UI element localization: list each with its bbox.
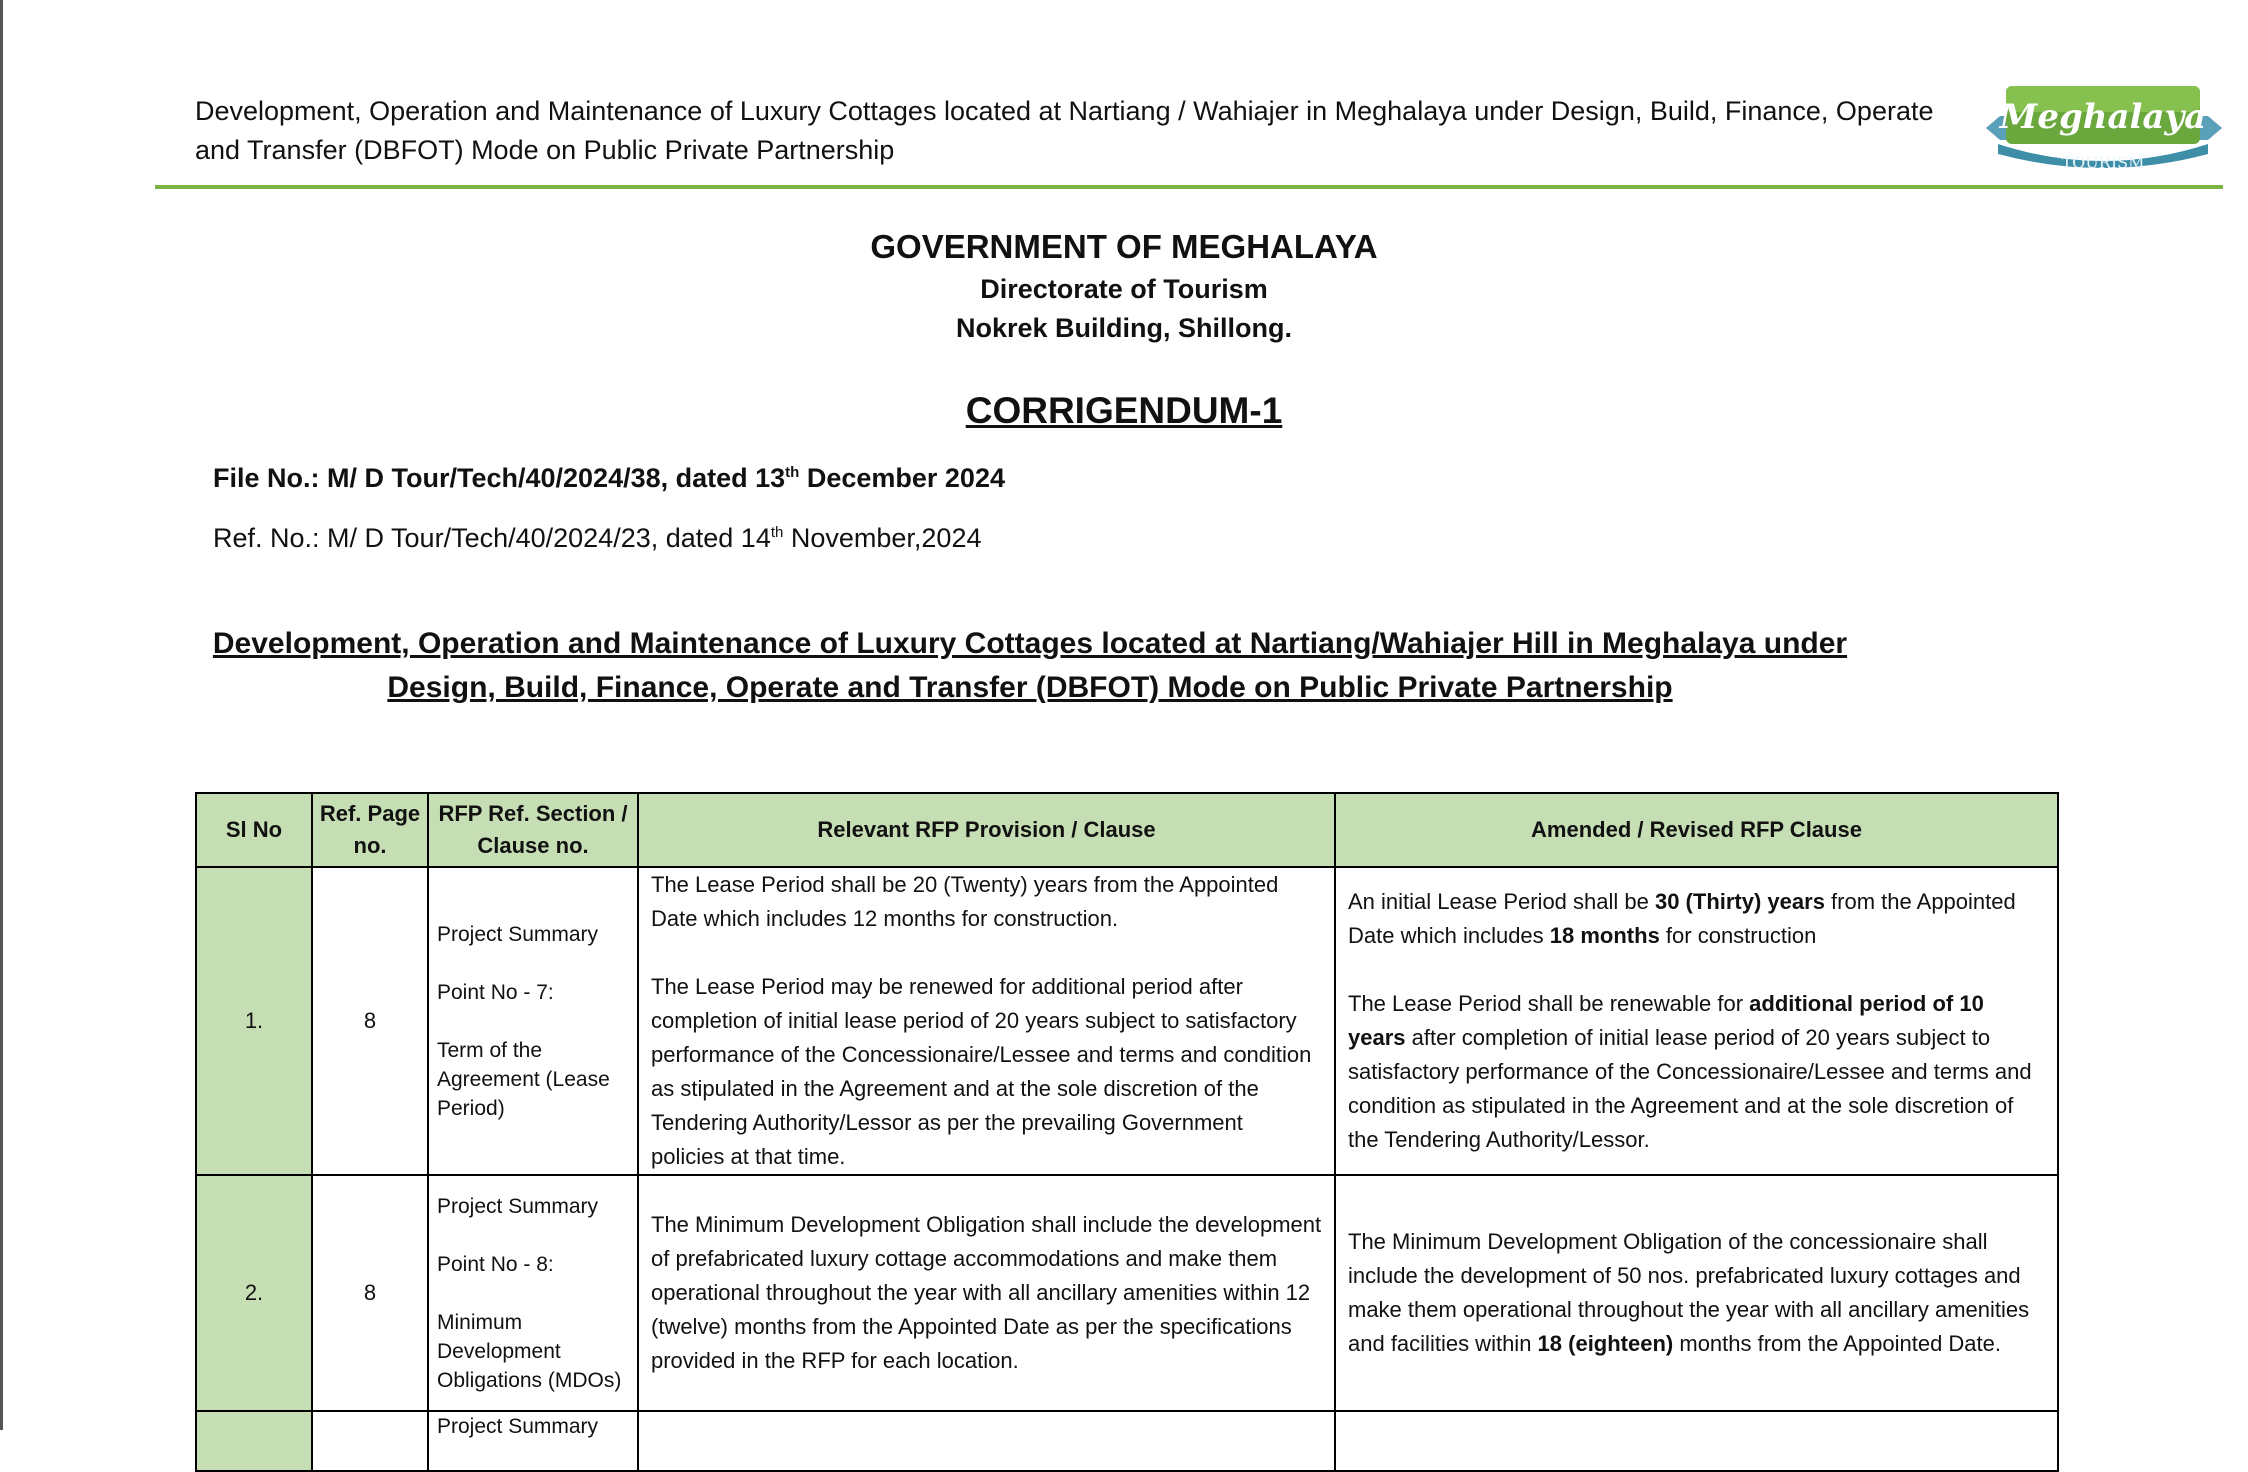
col-header-section: RFP Ref. Section / Clause no.: [428, 793, 638, 867]
header-title: Development, Operation and Maintenance of Luxury Cottages located at Nartiang / Wahiajer in Meghalaya under Design, Build, Finance, Operate and Transfer (DBFOT) Mode on Public Private Partnership: [195, 96, 1934, 165]
header-divider: [155, 185, 2223, 189]
page-edge: [0, 0, 3, 1430]
table-row: [196, 867, 2058, 1175]
row-section: Project Summary Point No - 7: Term of the Agreement (Lease Period): [428, 867, 638, 1175]
document-title: Development, Operation and Maintenance of Luxury Cottages located at Nartiang/Wahiajer Hill in Meghalaya under Design, Build, Finance, Operate and Transfer (DBFOT) Mode on Public Private Partnership: [212, 627, 1848, 704]
row-sl-no: 1.: [196, 867, 312, 1175]
row-page-no: 8: [312, 1175, 428, 1411]
row-section: Project Summary Point No - 8: Minimum Development Obligations (MDOs): [428, 1175, 638, 1411]
row-section: Project Summary: [428, 1411, 638, 1471]
row-provision: The Minimum Development Obligation shall include the development of prefabricated luxury cottage accommodations and make them operational throughout the year with all ancillary amenities within 12 (twelve) months from the Appointed Date as per the specifications provided in the RFP for each location.: [638, 1175, 1335, 1411]
col-header-amended: Amended / Revised RFP Clause: [1335, 793, 2058, 867]
row-sl-no: 2.: [196, 1175, 312, 1411]
table-row: [196, 1175, 2058, 1411]
row-page-no: [312, 1411, 428, 1471]
col-header-provision: Relevant RFP Provision / Clause: [638, 793, 1335, 867]
logo-wordmark: Meghalaya: [1999, 97, 2207, 137]
table-row: [196, 1411, 2058, 1471]
meghalaya-tourism-logo: [1980, 82, 2226, 176]
corrigendum-table: [195, 792, 2059, 1472]
row-page-no: 8: [312, 867, 428, 1175]
document-heading: CORRIGENDUM-1: [965, 390, 1283, 431]
reference-number: Ref. No.: M/ D Tour/Tech/40/2024/23, dated 14th November,2024: [213, 523, 982, 553]
directorate-name: Directorate of Tourism: [980, 274, 1268, 304]
logo-subtext: TOURISM: [2061, 153, 2145, 172]
row-amended: An initial Lease Period shall be 30 (Thirty) years from the Appointed Date which includes 18 months for construction The Lease Period shall be renewable for additional period of 10 years after completion of initial lease period of 20 years subject to satisfactory performance of the Concessionaire/Lessee and terms and condition as stipulated in the Agreement and at the sole discretion of the Tendering Authority/Lessor.: [1335, 867, 2058, 1175]
office-address: Nokrek Building, Shillong.: [955, 313, 1292, 343]
col-header-page-no: Ref. Page no.: [312, 793, 428, 867]
row-sl-no: [196, 1411, 312, 1471]
file-number: File No.: M/ D Tour/Tech/40/2024/38, dated 13th December 2024: [213, 463, 1005, 493]
row-provision: The Lease Period shall be 20 (Twenty) years from the Appointed Date which includes 12 months for construction. The Lease Period may be renewed for additional period after completion of initial lease period of 20 years subject to satisfactory performance of the Concessionaire/Lessee and terms and condition as stipulated in the Agreement and at the sole discretion of the Tendering Authority/Lessor as per the prevailing Government policies at that time.: [638, 867, 1335, 1175]
col-header-sl-no: Sl No: [196, 793, 312, 867]
government-name: GOVERNMENT OF MEGHALAYA: [870, 228, 1378, 265]
row-amended: The Minimum Development Obligation of the concessionaire shall include the development of 50 nos. prefabricated luxury cottages and make them operational throughout the year with all ancillary amenities and facilities within 18 (eighteen) months from the Appointed Date.: [1335, 1175, 2058, 1411]
row-provision: [638, 1411, 1335, 1471]
row-amended: [1335, 1411, 2058, 1471]
table-header-row: [196, 793, 2058, 867]
